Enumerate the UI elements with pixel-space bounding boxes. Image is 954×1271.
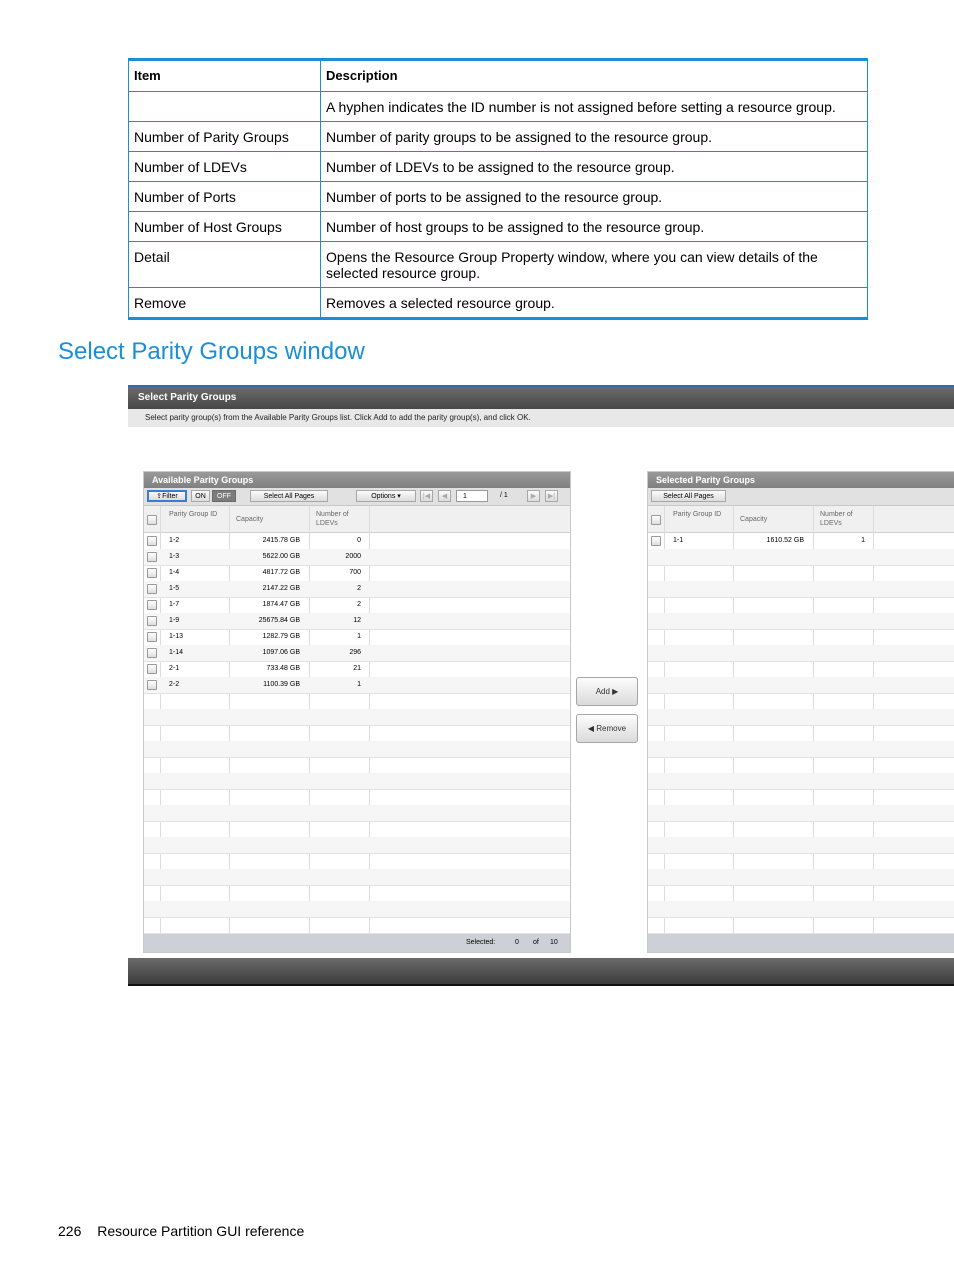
cell-capacity: 4817.72 GB [262, 569, 300, 576]
prev-page-icon[interactable]: ◀ [438, 490, 451, 502]
row-checkbox[interactable] [147, 664, 157, 674]
page-number: 226 [58, 1223, 82, 1239]
grid-row[interactable] [648, 645, 954, 662]
select-parity-groups-window [128, 385, 954, 986]
select-all-pages-button[interactable]: Select All Pages [250, 490, 328, 502]
window-instruction: Select parity group(s) from the Available Parity Groups list. Click Add to add the parity group(s), and click OK. [128, 409, 954, 427]
grid-row[interactable] [144, 821, 570, 838]
page-total: / 1 [500, 492, 508, 499]
cell-number-of-ldevs: 1 [861, 537, 865, 544]
grid-row[interactable] [144, 853, 570, 870]
cell-capacity: 1100.39 GB [263, 681, 300, 688]
grid-row[interactable] [648, 869, 954, 886]
table-row [129, 288, 868, 319]
grid-row[interactable] [144, 677, 570, 694]
grid-row[interactable] [144, 757, 570, 774]
row-checkbox[interactable] [147, 680, 157, 690]
cell-capacity: 2415.78 GB [262, 537, 300, 544]
grid-row[interactable] [648, 533, 954, 550]
grid-row[interactable] [648, 597, 954, 614]
grid-row[interactable] [648, 773, 954, 790]
row-checkbox[interactable] [147, 568, 157, 578]
grid-row[interactable] [648, 901, 954, 918]
grid-row[interactable] [144, 837, 570, 854]
cell-parity-group-id: 1-14 [169, 649, 184, 656]
cell-capacity: 1610.52 GB [766, 537, 804, 544]
cell-number-of-ldevs: 1 [357, 681, 361, 688]
available-parity-groups-panel [143, 471, 571, 953]
cell-parity-group-id: 1-9 [169, 617, 180, 624]
col-parity-group-id[interactable]: Parity Group ID [169, 511, 218, 518]
sel-col-parity-group-id[interactable]: Parity Group ID [673, 511, 722, 518]
next-page-icon[interactable]: ▶ [527, 490, 540, 502]
cell-description: Number of host groups to be assigned to the resource group. [321, 212, 868, 242]
cell-parity-group-id: 2-2 [169, 681, 180, 688]
cell-item: Remove [129, 288, 321, 319]
selected-grid-header [648, 506, 954, 533]
row-checkbox[interactable] [147, 600, 157, 610]
cell-parity-group-id: 1-5 [169, 585, 180, 592]
cell-number-of-ldevs: 12 [353, 617, 361, 624]
grid-row[interactable] [648, 837, 954, 854]
row-checkbox[interactable] [147, 552, 157, 562]
first-page-icon[interactable]: |◀ [420, 490, 433, 502]
cell-parity-group-id: 1-13 [169, 633, 184, 640]
cell-item: Number of LDEVs [129, 152, 321, 182]
grid-row[interactable] [144, 725, 570, 742]
grid-row[interactable] [144, 581, 570, 598]
selected-select-all-checkbox[interactable] [651, 515, 661, 525]
filter-off-toggle[interactable]: OFF [212, 490, 236, 502]
cell-item: Number of Parity Groups [129, 122, 321, 152]
cell-number-of-ldevs: 2 [357, 601, 361, 608]
cell-number-of-ldevs: 700 [349, 569, 361, 576]
grid-row[interactable] [144, 597, 570, 614]
grid-row[interactable] [648, 741, 954, 758]
selected-panel-title: Selected Parity Groups [648, 472, 954, 488]
cell-description: Number of LDEVs to be assigned to the resource group. [321, 152, 868, 182]
cell-capacity: 1874.47 GB [262, 601, 300, 608]
table-body [129, 92, 868, 319]
row-checkbox[interactable] [651, 536, 661, 546]
col-capacity[interactable]: Capacity [236, 516, 264, 523]
header-item: Item [129, 60, 321, 92]
grid-row[interactable] [144, 901, 570, 918]
grid-row[interactable] [648, 709, 954, 726]
cell-number-of-ldevs: 21 [353, 665, 361, 672]
table-row [129, 122, 868, 152]
cell-parity-group-id: 1-2 [169, 537, 180, 544]
cell-number-of-ldevs: 296 [349, 649, 361, 656]
grid-row[interactable] [144, 533, 570, 550]
row-checkbox[interactable] [147, 632, 157, 642]
col-number-of-ldevs[interactable]: Number of LDEVs [316, 511, 349, 527]
table-header-row [129, 60, 868, 92]
grid-row[interactable] [648, 677, 954, 694]
grid-row[interactable] [144, 709, 570, 726]
selected-status-bar [648, 934, 954, 952]
grid-row[interactable] [648, 917, 954, 934]
grid-row[interactable] [648, 581, 954, 598]
cell-parity-group-id: 1-1 [673, 537, 684, 544]
of-label: of [533, 939, 539, 946]
row-checkbox[interactable] [147, 616, 157, 626]
cell-parity-group-id: 2-1 [169, 665, 180, 672]
table-row [129, 92, 868, 122]
cell-description: Removes a selected resource group. [321, 288, 868, 319]
grid-row[interactable] [144, 693, 570, 710]
grid-row[interactable] [648, 821, 954, 838]
add-button[interactable]: Add ▶ [576, 677, 638, 706]
row-checkbox[interactable] [147, 584, 157, 594]
grid-row[interactable] [648, 565, 954, 582]
sel-col-capacity[interactable]: Capacity [740, 516, 768, 523]
cell-capacity: 1097.06 GB [262, 649, 300, 656]
footer-text: Resource Partition GUI reference [97, 1223, 305, 1239]
grid-row[interactable] [144, 789, 570, 806]
available-grid [144, 506, 570, 934]
table-row [129, 182, 868, 212]
grid-row[interactable] [144, 549, 570, 566]
selected-toolbar [648, 488, 954, 506]
cell-parity-group-id: 1-3 [169, 553, 180, 560]
cell-capacity: 5622.00 GB [262, 553, 300, 560]
page-number-input[interactable]: 1 [456, 490, 488, 502]
grid-row[interactable] [648, 853, 954, 870]
available-status-bar [144, 934, 570, 952]
grid-row[interactable] [144, 885, 570, 902]
available-toolbar [144, 488, 570, 506]
cell-number-of-ldevs: 2 [357, 585, 361, 592]
grid-row[interactable] [648, 661, 954, 678]
grid-row[interactable] [648, 789, 954, 806]
grid-row[interactable] [144, 869, 570, 886]
cell-number-of-ldevs: 2000 [345, 553, 361, 560]
reference-table [128, 58, 868, 320]
grid-row[interactable] [144, 629, 570, 646]
grid-row[interactable] [648, 549, 954, 566]
cell-description: Number of ports to be assigned to the resource group. [321, 182, 868, 212]
available-panel-title: Available Parity Groups [144, 472, 570, 488]
grid-row[interactable] [648, 725, 954, 742]
window-footer-bar [128, 958, 954, 986]
cell-description: A hyphen indicates the ID number is not assigned before setting a resource group. [321, 92, 868, 122]
cell-description: Number of parity groups to be assigned to the resource group. [321, 122, 868, 152]
row-checkbox[interactable] [147, 648, 157, 658]
grid-row[interactable] [144, 565, 570, 582]
grid-row[interactable] [648, 757, 954, 774]
row-checkbox[interactable] [147, 536, 157, 546]
cell-capacity: 25675.84 GB [258, 617, 300, 624]
cell-number-of-ldevs: 0 [357, 537, 361, 544]
filter-button[interactable]: ⇪Filter [147, 490, 187, 502]
grid-row[interactable] [144, 613, 570, 630]
grid-row[interactable] [648, 693, 954, 710]
grid-row[interactable] [648, 629, 954, 646]
sel-col-number-of-ldevs[interactable]: Number of LDEVs [820, 511, 853, 527]
cell-item [129, 92, 321, 122]
filter-on-toggle[interactable]: ON [191, 490, 210, 502]
cell-item: Number of Host Groups [129, 212, 321, 242]
last-page-icon[interactable]: ▶| [545, 490, 558, 502]
cell-capacity: 1282.79 GB [262, 633, 300, 640]
header-description: Description [321, 60, 868, 92]
options-dropdown[interactable]: Options ▾ [356, 490, 416, 502]
cell-capacity: 733.48 GB [266, 665, 300, 672]
grid-row[interactable] [144, 741, 570, 758]
table-row [129, 242, 868, 288]
table-row [129, 212, 868, 242]
window-title: Select Parity Groups [128, 387, 954, 409]
page-footer [58, 1223, 304, 1239]
table-row [129, 152, 868, 182]
cell-item: Detail [129, 242, 321, 288]
select-all-checkbox[interactable] [147, 515, 157, 525]
grid-row[interactable] [144, 773, 570, 790]
selected-select-all-pages-button[interactable]: Select All Pages [651, 490, 726, 502]
grid-row[interactable] [648, 885, 954, 902]
remove-button[interactable]: ◀ Remove [576, 714, 638, 743]
selected-count-label: Selected: [466, 939, 496, 946]
cell-description: Opens the Resource Group Property window, where you can view details of the selected resource group. [321, 242, 868, 288]
cell-parity-group-id: 1-4 [169, 569, 180, 576]
cell-parity-group-id: 1-7 [169, 601, 180, 608]
grid-row[interactable] [144, 645, 570, 662]
grid-row[interactable] [648, 613, 954, 630]
section-title: Select Parity Groups window [58, 338, 365, 365]
grid-row[interactable] [144, 917, 570, 934]
grid-row[interactable] [144, 805, 570, 822]
selected-grid [648, 506, 954, 934]
grid-row[interactable] [144, 661, 570, 678]
grid-row[interactable] [648, 805, 954, 822]
selected-parity-groups-panel [647, 471, 954, 953]
cell-number-of-ldevs: 1 [357, 633, 361, 640]
cell-capacity: 2147.22 GB [262, 585, 300, 592]
selected-count: 0 [515, 939, 519, 946]
total-count: 10 [550, 939, 558, 946]
cell-item: Number of Ports [129, 182, 321, 212]
available-grid-header [144, 506, 570, 533]
